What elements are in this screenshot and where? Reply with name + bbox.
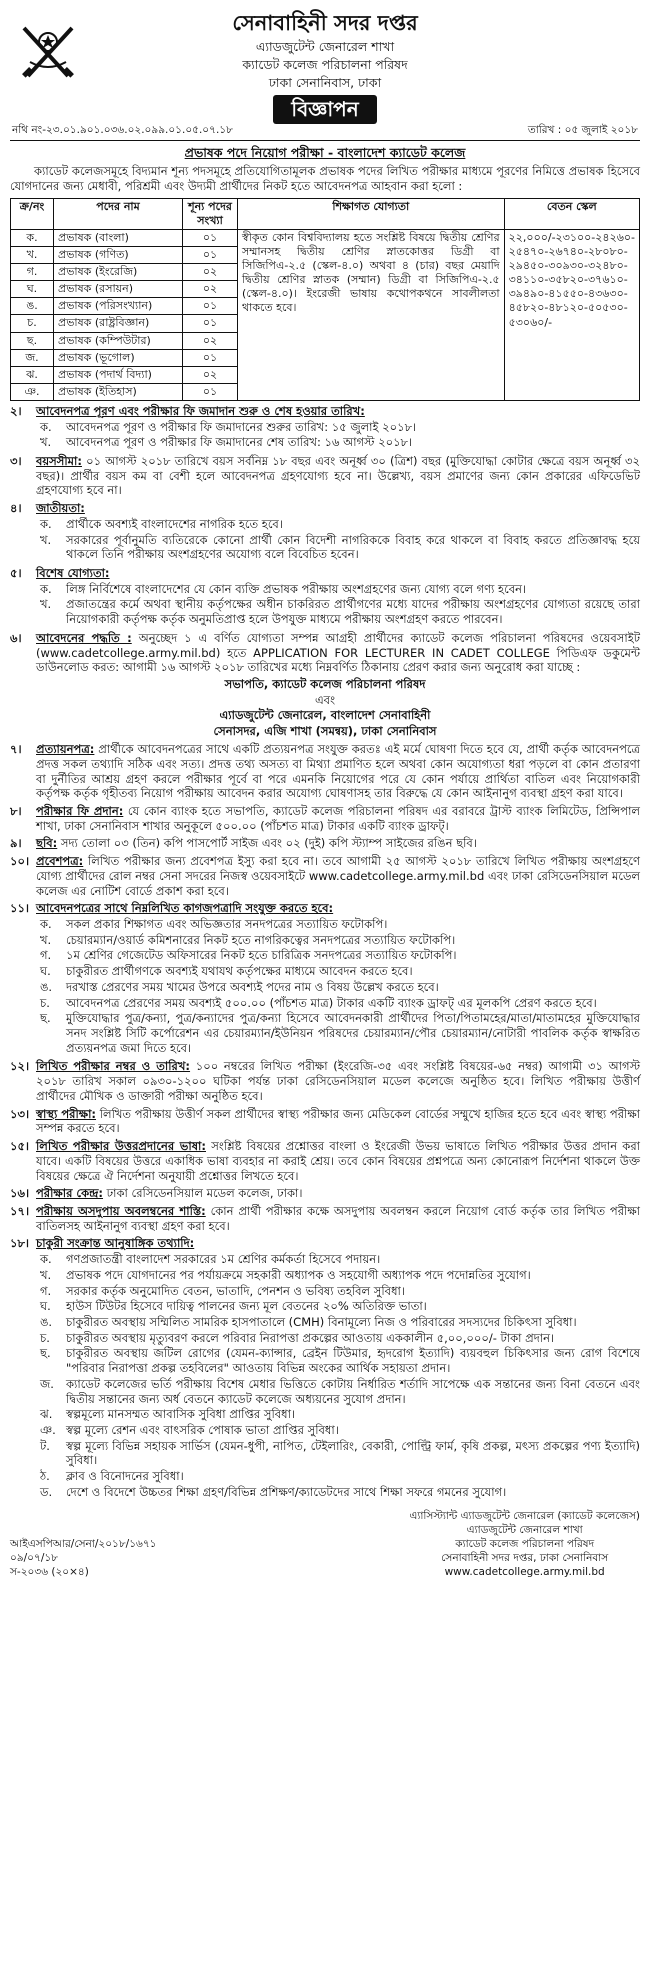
sub-item-number: চ. [40, 1330, 50, 1345]
section-number: ১০। [10, 854, 30, 869]
pay-scale-line: ৪৫৮২০-৪৮১২০-৫০৫৩০- [508, 301, 628, 315]
section-title: বিশেষ যোগ্যতা: [36, 566, 110, 580]
section [10, 1139, 640, 1183]
signatory-line-3: ক্যাডেট কলেজ পরিচালনা পরিষদ [455, 1537, 595, 1550]
section [10, 1186, 640, 1201]
section-title: চাকুরী সংক্রান্ত আনুষাঙ্গিক তথ্যাদি: [36, 1236, 195, 1251]
section-title: প্রত্যায়নপত্র: [36, 742, 95, 757]
sub-item-text: চাকুরীরত অবস্থায় মৃত্যুবরণ করলে পরিবার নিরাপত্তা প্রকল্পের আওতায় এককালীন ৫,০০,০০০/- টাকা প্রদান। [66, 1330, 555, 1345]
sub-item-number: ড. [40, 1484, 53, 1499]
address-line-3: এ্যাডজুটেন্ট জেনারেল, বাংলাদেশ সেনাবাহিনী [219, 708, 431, 723]
vacancy-serial: চ. [11, 315, 54, 332]
sub-item-number: ঘ. [40, 1299, 51, 1314]
section [10, 631, 640, 675]
notice-date: তারিখ : ০৫ জুলাই ২০১৮ [527, 124, 638, 136]
vacancy-post-name: প্রভাষক (ভূগোল) [54, 349, 183, 366]
section-title: পরীক্ষার ফি প্রদান: [36, 803, 124, 818]
vacancy-serial: ঝ. [11, 366, 54, 383]
header-line-1: এ্যাডজুটেন্ট জেনারেল শাখা [255, 38, 395, 54]
sub-item [40, 1469, 640, 1484]
vacancy-serial: ঞ. [11, 383, 54, 400]
section-body [36, 854, 640, 898]
pay-scale-line: ৩৪১১০-৩৫৮২০-৩৭৬১০- [508, 273, 628, 287]
section-title: লিখিত পরীক্ষার নম্বর ও তারিখ: [36, 1059, 191, 1074]
pay-scale-line: ২৫৪৭০-২৬৭৪০-২৮০৮০- [508, 245, 628, 259]
vacancy-count: ০১ [183, 349, 238, 366]
sub-item [40, 1485, 640, 1500]
army-emblem-icon [16, 18, 80, 82]
page-header [10, 10, 640, 122]
organization-name: সেনাবাহিনী সদর দপ্তর [232, 11, 418, 35]
sub-item-text: স্বল্পমূল্যে মানসম্মত আবাসিক সুবিধা প্রাপ্তির সুবিধা। [66, 1407, 296, 1422]
section [10, 404, 640, 451]
vacancy-table-body [11, 230, 640, 401]
advertisement-title: বিজ্ঞাপন [273, 95, 376, 125]
reference-row [10, 122, 640, 141]
section-body [36, 1204, 640, 1233]
vacancy-post-name: প্রভাষক (পরিসংখ্যান) [54, 298, 183, 315]
section-text: কোন প্রার্থী পরীক্ষার কক্ষে অসদুপায় অবলম্বন করলে নিয়োগ বোর্ড কর্তৃক তার লিখিত পরীক্ষা বাতিলসহ আইনানুগ ব্যবস্থা গ্রহণ করা হবে। [36, 1203, 640, 1233]
sub-item-text: চাকুরীরত প্রার্থীগণকে অবশ্যই যথাযথ কর্তৃপক্ষের মাধ্যমে আবেদন করতে হবে। [66, 964, 413, 979]
sub-item-text: চেয়ারম্যান/ওয়ার্ড কমিশনারের নিকট হতে নাগরিকত্বের সনদপত্রের সত্যায়িত ফটোকপি। [66, 932, 456, 947]
vacancy-table-header [11, 198, 640, 229]
section-text: সদ্য তোলা ০৩ (তিন) কপি পাসপোর্ট সাইজ এবং ০২ (দুই) কপি স্ট্যাম্প সাইজের রঙিন ছবি। [60, 836, 477, 851]
vacancy-table [10, 198, 640, 401]
sub-item [40, 582, 640, 597]
section-body [36, 566, 640, 628]
section-text: প্রার্থীকে আবেদনপত্রের সাথে একটি প্রত্যয়নপত্র সংযুক্ত করতঃ এই মর্মে ঘোষণা দিতে হবে যে, প্রার্থী কর্তৃক আবেদনপত্রে প্রদত্ত সকল তথ্যাদি সঠিক এবং সত্য। প্রদত্ত তথ্য অসত্য বা মিথ্যা প্রমাণিত হলে অথবা কোন অযোগ্যতা ধরা পড়লে বা কোন প্রতারণা বা দুর্নীতির আশ্রয় গ্রহণ করলে পরীক্ষার পূর্বে বা পরে এমনকি নিয়োগের পরে যে কোন পর্যায়ে প্রার্থিতা বাতিল এবং নিয়োগকারী কর্তৃপক্ষ কর্তৃক গৃহীতব্য নিয়োগ পরীক্ষায় আবেদন করার অযোগ্য ঘোষণাসহ তার বিরুদ্ধে যে কোন আইনানুগ ব্যবস্থা গ্রহণ করা যাবে। [36, 742, 640, 801]
section-body [36, 1107, 640, 1136]
section-number: ১২। [10, 1059, 30, 1074]
sub-item-text: স্বল্প মূল্যে বিভিন্ন সহায়ক সার্ভিস (যেমন-ধুপী, নাপিত, টেইলারিং, বেকারী, পোল্ট্রি ফার্ম, কৃষি প্রকল্প, মৎস্য প্রকল্পের পণ্য ইত্যাদি) সুবিধা। [66, 1438, 640, 1468]
sub-item-number: ক. [40, 917, 52, 931]
footer-left [10, 1537, 156, 1580]
vacancy-serial: ক. [11, 230, 54, 247]
sub-item [40, 1011, 640, 1055]
sub-item-number: চ. [40, 995, 50, 1010]
reference-number: নথি নং-২৩.০১.৯০১.০৩৬.০২.০৯৯.০১.০৫.০৭.১৮ [12, 124, 233, 136]
section-text: ঢাকা রেসিডেনসিয়াল মডেল কলেজ, ঢাকা। [106, 1186, 303, 1201]
vacancy-serial: ঙ. [11, 298, 54, 315]
sub-item [40, 1439, 640, 1468]
section-body [36, 404, 640, 451]
sub-item-text: দরখাস্ত প্রেরণের সময় খামের উপরে অবশ্যই পদের নাম ও বিষয় উল্লেখ করতে হবে। [66, 979, 439, 994]
sub-item-number: গ. [40, 948, 52, 963]
sections-part-2 [10, 742, 640, 1501]
sub-item-number: জ. [40, 1376, 54, 1391]
section-body [36, 1236, 640, 1500]
notice-subtitle: প্রভাষক পদে নিয়োগ পরীক্ষা - বাংলাদেশ ক্যাডেট কলেজ [184, 145, 466, 161]
section-title: জাতীয়তা: [36, 501, 85, 516]
section-number: ১৫। [10, 1139, 30, 1154]
section-title: লিখিত পরীক্ষার উত্তরপ্রদানের ভাষা: [36, 1139, 206, 1154]
section-body [36, 631, 640, 675]
sub-item [40, 1268, 640, 1283]
section-title: আবেদনের পদ্ধতি : [36, 630, 132, 645]
section-body [36, 836, 640, 851]
vacancy-count: ০২ [183, 366, 238, 383]
sub-item-text: আবেদনপত্র পূরণ ও পরীক্ষার ফি জমাদানের শুরুর তারিখ: ১৫ জুলাই ২০১৮। [66, 419, 417, 434]
address-line-2: এবং [314, 692, 336, 707]
sub-item [40, 533, 640, 562]
vacancy-serial: জ. [11, 349, 54, 366]
section-body [36, 742, 640, 801]
section-text: ০১ আগস্ট ২০১৮ তারিখে বয়স সর্বনিম্ন ১৮ বছর এবং অনূর্ধ্ব ৩০ (ত্রিশ) বছর (মুক্তিযোদ্ধা কোটার ক্ষেত্রে বয়স অনূর্ধ্ব ৩২ বছর)। প্রার্থীর বয়স কম বা বেশী হলে আবেদনপত্র গ্রহণযোগ্য হবে না। উল্লেখ্য, বয়স প্রমাণের জন্য কোন প্রকারের এফিডেভিট গ্রহণযোগ্য হবে না। [36, 453, 640, 498]
sub-item-text: সরকার কর্তৃক অনুমোদিত বেতন, ভাতাদি, পেনশন ও ভবিষ্য তহবিল সুবিধা। [66, 1283, 405, 1298]
section-number: ১৭। [10, 1203, 30, 1218]
sub-item [40, 917, 640, 932]
section-number: ১৮। [10, 1236, 30, 1251]
sub-item-number: ক. [40, 419, 52, 434]
section [10, 454, 640, 498]
header-line-3: ঢাকা সেনানিবাস, ঢাকা [268, 74, 382, 90]
vacancy-count: ০১ [183, 383, 238, 400]
sub-item-text: মুক্তিযোদ্ধার পুত্র/কন্যা, পুত্র/কন্যাদের পুত্র/কন্যা হিসেবে আবেদনকারী প্রার্থীদের পিতা/পিতামহের/মাতা/মাতামহের মুক্তিযোদ্ধার সনদ সংশ্লিষ্ট সিটি কর্পোরেশন এর চেয়ারম্যান/ইউনিয়ন পরিষদের চেয়ারম্যান/পৌর চেয়ারম্যান/নোটারী পাবলিক কর্তৃক স্বাক্ষরিত প্রত্যয়নপত্র জমা দিতে হবে। [66, 1011, 640, 1055]
sub-item-text: স্বল্প মূল্যে রেশন এবং বাৎসরিক পোষাক ভাতা প্রাপ্তির সুবিধা। [66, 1423, 339, 1437]
sub-item-number: খ. [40, 435, 52, 450]
vacancy-serial: খ. [11, 247, 54, 264]
section [10, 836, 640, 851]
sub-item [40, 1423, 640, 1438]
sub-item-number: খ. [40, 932, 52, 947]
section-title: বয়সসীমা: [36, 453, 82, 468]
section-text: অনুচ্ছেদ ১ এ বর্ণিত যোগ্যতা সম্পন্ন আগ্রহী প্রার্থীদের ক্যাডেট কলেজ পরিচালনা পরিষদের ওয়েবসাইট (www.cadetcollege.army.mil.bd) হতে APPLICATION FOR LECTURER IN CADET COLLEGE পিডিএফ ডকুমেন্ট ডাউনলোড করত: আগামী ১৬ আগস্ট ২০১৮ তারিখের মধ্যে নিম্নবর্ণিত ঠিকানায় প্রেরণ করার জন্য অনুরোধ করা যাচ্ছে : [36, 630, 640, 675]
header-serial: ক্র/নং [11, 198, 54, 229]
section [10, 901, 640, 1056]
sub-item-text: সকল প্রকার শিক্ষাগত এবং অভিজ্ঞতার সনদপত্রের সত্যায়িত ফটোকপি। [66, 917, 388, 931]
vacancy-post-name: প্রভাষক (রসায়ন) [54, 281, 183, 298]
section-number: ৬। [10, 630, 22, 645]
sub-item-text: চাকুরীরত অবস্থায় জটিল রোগের (যেমন-ক্যান্সার, ব্রেইন টিউমার, হৃদরোগ ইত্যাদি) ব্যয়বহুল চিকিৎসার জন্য রোগ বিশেষে "পরিবার নিরাপত্তা প্রকল্প তহবিলের" আওতায় বিভিন্ন অংকের আর্থিক সহায়তা প্রদান। [66, 1346, 640, 1376]
section-body [36, 1139, 640, 1183]
section-number: ৪। [10, 501, 22, 516]
qualification-cell: স্বীকৃত কোন বিশ্ববিদ্যালয় হতে সংশ্লিষ্ট বিষয়ে দ্বিতীয় শ্রেণির সম্মানসহ দ্বিতীয় শ্রেণির স্নাতকোত্তর ডিগ্রী বা সিজিপিএ-২.৫ (স্কেল-৪.০) অথবা ৪ (চার) বছর মেয়াদি দ্বিতীয় শ্রেণির স্নাতক (সম্মান) ডিগ্রী বা সিজিপিএ-২.৫ (স্কেল-৪.০)। ইংরেজী ভাষায় কথোপকথনে সাবলীলতা থাকতে হবে। [238, 230, 505, 401]
sub-item-number: ঙ. [40, 979, 53, 994]
section-title: স্বাস্থ্য পরীক্ষা: [36, 1106, 97, 1121]
postal-address [10, 677, 640, 739]
vacancy-post-name: প্রভাষক (ইংরেজি) [54, 264, 183, 281]
pay-scale-cell [504, 230, 639, 401]
section-number: ৯। [10, 836, 22, 851]
section [10, 1107, 640, 1136]
sub-item-number: ক. [40, 581, 52, 596]
section-number: ১১। [10, 901, 30, 916]
vacancy-count: ০১ [183, 298, 238, 315]
section-title: ছবি: [36, 836, 58, 851]
vacancy-count: ০১ [183, 230, 238, 247]
section-number: ২। [10, 403, 22, 418]
section-body [36, 501, 640, 563]
header-qualification: শিক্ষাগত যোগ্যতা [238, 198, 505, 229]
address-line-4: সেনাসদর, এজি শাখা (সমন্বয়), ঢাকা সেনানিবাস [213, 723, 437, 738]
sub-item-text: সরকারের পূর্বানুমতি ব্যতিরেকে কোনো প্রার্থী কোন বিদেশী নাগরিককে বিবাহ করে থাকলে বা বিবাহ করতে প্রতিজ্ঞাবদ্ধ হয়ে থাকলে তিনি পরীক্ষায় অংশগ্রহণের অযোগ্য বলে বিবেচিত হবেন। [66, 532, 640, 562]
advertisement-page [10, 0, 640, 1579]
vacancy-serial: ঘ. [11, 281, 54, 298]
section-number: ৩। [10, 453, 22, 468]
section [10, 1059, 640, 1103]
sub-item [40, 597, 640, 626]
sub-item-text: প্রার্থীকে অবশ্যই বাংলাদেশের নাগরিক হতে হবে। [66, 516, 283, 531]
sub-item-text: গণপ্রজাতন্ত্রী বাংলাদেশ সরকারের ১ম শ্রেণির কর্মকর্তা হিসেবে পদায়ন। [66, 1252, 381, 1267]
sub-item [40, 1346, 640, 1375]
sub-item [40, 933, 640, 948]
ispr-date: ০৯/০৭/১৮ [10, 1552, 58, 1565]
sub-item-number: ঝ. [40, 1407, 53, 1422]
intro-paragraph: ক্যাডেট কলেজসমূহে বিদ্যমান শূন্য পদসমূহে প্রতিযোগিতামূলক প্রভাষক পদের লিখিত পরীক্ষার মাধ্যমে পূরণের নিমিত্তে প্রভাষক হিসেবে যোগদানের জন্য মেধাবী, পরিশ্রমী এবং উদ্যমী প্রার্থীদের নিকট হতে আবেদনপত্র আহবান করা হলো : [10, 164, 640, 194]
address-line-1: সভাপতি, ক্যাডেট কলেজ পরিচালনা পরিষদ [224, 677, 426, 692]
section-text: লিখিত পরীক্ষায় উত্তীর্ণ সকল প্রার্থীদের স্বাস্থ্য পরীক্ষার জন্য মেডিকেল বোর্ডের সম্মুখে হাজির হতে হবে এবং স্বাস্থ্য পরীক্ষা সম্পন্ন করতে হবে। [36, 1106, 640, 1136]
vacancy-post-name: প্রভাষক (বাংলা) [54, 230, 183, 247]
header-post-name: পদের নাম [54, 198, 183, 229]
sub-item-number: খ. [40, 1267, 52, 1282]
sub-item-text: আবেদনপত্র প্রেরণের সময় অবশ্যই ৫০০.০০ (পাঁচশত মাত্র) টাকার একটি ব্যাংক ড্রাফট্ এর মূলকপি প্রেরণ করতে হবে। [66, 995, 597, 1010]
sub-item [40, 996, 640, 1011]
sub-item-number: ছ. [40, 1011, 51, 1026]
section [10, 1204, 640, 1233]
header-vacancy-count: শূন্য পদের সংখ্যা [183, 198, 238, 229]
section-title: আবেদনপত্র পূরণ এবং পরীক্ষার ফি জমাদান শুরু ও শেষ হওয়ার তারিখ: [36, 403, 365, 418]
sub-item-number: ক. [40, 516, 52, 531]
signatory-title: এ্যাসিস্ট্যান্ট এ্যাডজুটেন্ট জেনারেল (ক্যাডেট কলেজেস) [409, 1509, 640, 1522]
sub-item-number: ছ. [40, 1346, 51, 1361]
section [10, 566, 640, 628]
section-number: ৭। [10, 742, 22, 757]
sub-item-text: প্রজাতন্ত্রের কর্মে অথবা স্থানীয় কর্তৃপক্ষের অধীন চাকরিরত প্রার্থীগণের মধ্যে যাদের পরীক্ষায় অংশগ্রহণের যোগ্যতা রয়েছে তারা নিয়োগকারী কর্তৃপক্ষ কর্তৃক অনুমতিপ্রাপ্ত হলে উপযুক্ত মাধ্যমে পরীক্ষায় অংশগ্রহণ করতে পারবেন। [66, 597, 640, 627]
vacancy-count: ০১ [183, 247, 238, 264]
sub-item-number: ক. [40, 1252, 52, 1267]
vacancy-post-name: প্রভাষক (ইতিহাস) [54, 383, 183, 400]
section-body [36, 901, 640, 1056]
sub-item-text: চাকুরীরত অবস্থায় সম্মিলিত সামরিক হাসপাতালে (CMH) বিনামূল্যে নিজ ও পরিবারের সদস্যদের চিকিৎসা সুবিধা। [66, 1314, 577, 1329]
sub-item-number: ঘ. [40, 964, 51, 979]
header-pay-scale: বেতন স্কেল [504, 198, 639, 229]
sub-item-text: লিঙ্গ নির্বিশেষে বাংলাদেশের যে কোন ব্যক্তি প্রভাষক পরীক্ষায় অংশগ্রহণের জন্য যোগ্য বলে গণ্য হবেন। [66, 581, 527, 596]
sub-item [40, 1407, 640, 1422]
section-text: সংশ্লিষ্ট বিষয়ের প্রশ্নোত্তর বাংলা ও ইংরেজী উভয় ভাষাতে লিখিত পরীক্ষার উত্তর প্রদান করা যাবে। একটি বিষয়ের উত্তরে একাধিক ভাষা ব্যবহার না করাই শ্রেয়। তবে কোন বিষয়ের প্রশ্নপত্রে অন্য কোনোরূপ নির্দেশনা থাকলে উক্ত বিষয়ের ক্ষেত্রে ঐ নির্দেশনা অনুযায়ী প্রশ্নোত্তর লিখতে হবে। [36, 1139, 641, 1183]
sub-item [40, 517, 640, 532]
vacancy-serial: গ. [11, 264, 54, 281]
vacancy-post-name: প্রভাষক (রাষ্ট্রবিজ্ঞান) [54, 315, 183, 332]
section [10, 742, 640, 801]
vacancy-post-name: প্রভাষক (গণিত) [54, 247, 183, 264]
sub-item [40, 1315, 640, 1330]
section-text: যে কোন ব্যাংক হতে সভাপতি, ক্যাডেট কলেজ পরিচালনা পরিষদ এর বরাবরে ট্রাস্ট ব্যাংক লিমিটেড, প্রিন্সিপাল শাখা, ঢাকা সেনানিবাস শাখার অনুকূলে ৫০০.০০ (পাঁচশত মাত্র) টাকার একটি ব্যাংক ড্রাফট্। [36, 803, 640, 833]
section-number: ৫। [10, 566, 22, 580]
sub-item [40, 1284, 640, 1299]
section-title: পরীক্ষার কেন্দ্র: [36, 1186, 104, 1201]
sections-part-1 [10, 404, 640, 675]
vacancy-post-name: প্রভাষক (পদার্থ বিদ্যা) [54, 366, 183, 383]
sub-item [40, 1377, 640, 1406]
pay-scale-line: ২৯৪৫০-৩০৯৩০-৩২৪৮০- [508, 259, 628, 273]
sub-item [40, 435, 640, 450]
sub-item [40, 420, 640, 435]
section [10, 501, 640, 563]
sub-item-number: ট. [40, 1438, 50, 1453]
page-footer [10, 1509, 640, 1580]
ispr-reference: আইএসপিআর/সেনা/২০১৮/১৬৭১ [10, 1537, 157, 1550]
signatory-line-4: সেনাবাহিনী সদর দপ্তর, ঢাকা সেনানিবাস [441, 1552, 609, 1565]
ispr-size: স-২০৩৬ (২০×৪) [10, 1566, 89, 1579]
footer-website: www.cadetcollege.army.mil.bd [444, 1566, 605, 1579]
sub-item-text: প্রভাষক পদে যোগদানের পর পর্যায়ক্রমে সহকারী অধ্যাপক ও সহযোগী অধ্যাপক পদে পদোন্নতির সুযোগ। [66, 1267, 531, 1282]
section-text: ১০০ নম্বরের লিখিত পরীক্ষা (ইংরেজি-৩৫ এবং সংশ্লিষ্ট বিষয়ের-৬৫ নম্বর) আগামী ৩১ আগস্ট ২০১৮ তারিখ সকাল ০৯৩০-১২০০ ঘটিকা পর্যন্ত ঢাকা রেসিডেনসিয়াল মডেল কলেজে অনুষ্ঠিত হবে। লিখিত পরীক্ষায় উত্তীর্ণ প্রার্থীদের মৌখিক ও ডাক্তারী পরীক্ষা অনুষ্ঠিত হবে। [36, 1059, 641, 1103]
pay-scale-line: ৩৯৪৯০-৪১৫৫০-৪৩৬৩০- [508, 287, 628, 301]
sub-item-number: ঙ. [40, 1314, 53, 1329]
sub-item-text: দেশে ও বিদেশে উচ্চতর শিক্ষা গ্রহণ/বিভিন্ন প্রশিক্ষণ/ক্যাডেটদের সাথে শিক্ষা সফরে গমনের সুযোগ। [66, 1484, 507, 1499]
vacancy-row [11, 230, 640, 247]
section-title: আবেদনপত্রের সাথে নিম্নলিখিত কাগজপত্রাদি সংযুক্ত করতে হবে: [36, 901, 334, 916]
section-number: ৮। [10, 803, 22, 818]
vacancy-count: ০২ [183, 332, 238, 349]
vacancy-serial: ছ. [11, 332, 54, 349]
section [10, 804, 640, 833]
footer-signature-block [409, 1509, 640, 1580]
sub-item-text: ক্যাডেট কলেজের ভর্তি পরীক্ষায় বিশেষ মেধার ভিত্তিতে কোটায় নির্ধারিত শর্তাদি সাপেক্ষে এক সন্তানের জন্য বিনা বেতনে এবং দ্বিতীয় সন্তানের জন্য অর্ধ বেতনে ক্যাডেট কলেজে অধ্যয়নের সুযোগ প্রদান। [66, 1376, 640, 1406]
sub-item-number: ঞ. [40, 1423, 56, 1437]
section [10, 1236, 640, 1500]
section-body [36, 454, 640, 498]
section-number: ১৩। [10, 1106, 30, 1121]
sub-item [40, 1299, 640, 1314]
section-title: পরীক্ষায় অসদুপায় অবলম্বনের শাস্তি: [36, 1203, 206, 1218]
pay-scale-line: ৫৩০৬০/- [508, 315, 553, 329]
sub-item-text: আবেদনপত্র পূরণ ও পরীক্ষার ফি জমাদানের শেষ তারিখ: ১৬ আগস্ট ২০১৮। [66, 435, 413, 450]
section-body [36, 1059, 640, 1103]
sub-item [40, 948, 640, 963]
vacancy-count: ০১ [183, 315, 238, 332]
vacancy-count: ০২ [183, 264, 238, 281]
sub-item-text: ১ম শ্রেণির গেজেটেড অফিসারের নিকট হতে চারিত্রিক সনদপত্রের সত্যায়িত ফটোকপি। [66, 948, 457, 963]
vacancy-count: ০২ [183, 281, 238, 298]
vacancy-post-name: প্রভাষক (কম্পিউটার) [54, 332, 183, 349]
sub-item [40, 964, 640, 979]
sub-item [40, 1331, 640, 1346]
sub-item-text: ক্লাব ও বিনোদনের সুবিধা। [66, 1469, 184, 1484]
sub-item [40, 1252, 640, 1267]
section-number: ১৬। [10, 1186, 30, 1201]
sub-item-number: গ. [40, 1283, 52, 1298]
header-line-2: ক্যাডেট কলেজ পরিচালনা পরিষদ [242, 56, 408, 72]
section-text: লিখিত পরীক্ষার জন্য প্রবেশপত্র ইস্যু করা হবে না। তবে আগামী ২৫ আগস্ট ২০১৮ তারিখে লিখিত পরীক্ষায় অংশগ্রহণে যোগ্য প্রার্থীদের রোল নম্বর সেনা সদরের নিজস্ব ওয়েবসাইটে www.cadetcollege.army.mil.bd এবং ঢাকা রেসিডেনসিয়াল মডেল কলেজ এর নোটিশ বোর্ডে প্রকাশ করা হবে। [36, 854, 641, 898]
sub-item-number: ঠ. [40, 1469, 50, 1484]
pay-scale-line: ২২,০০০/-২৩১০০-২৪২৬০- [508, 231, 635, 245]
sub-item-text: হাউস টিউটর হিসেবে দায়িত্ব পালনের জন্য মূল বেতনের ২০% অতিরিক্ত ভাতা। [66, 1299, 427, 1314]
section-body [36, 1186, 640, 1201]
sub-item [40, 980, 640, 995]
section-title: প্রবেশপত্র: [36, 854, 84, 869]
sub-item-number: খ. [40, 532, 52, 547]
section-body [36, 804, 640, 833]
section [10, 854, 640, 898]
signatory-line-2: এ্যাডজুটেন্ট জেনারেল শাখা [466, 1523, 583, 1536]
sub-item-number: খ. [40, 597, 52, 612]
